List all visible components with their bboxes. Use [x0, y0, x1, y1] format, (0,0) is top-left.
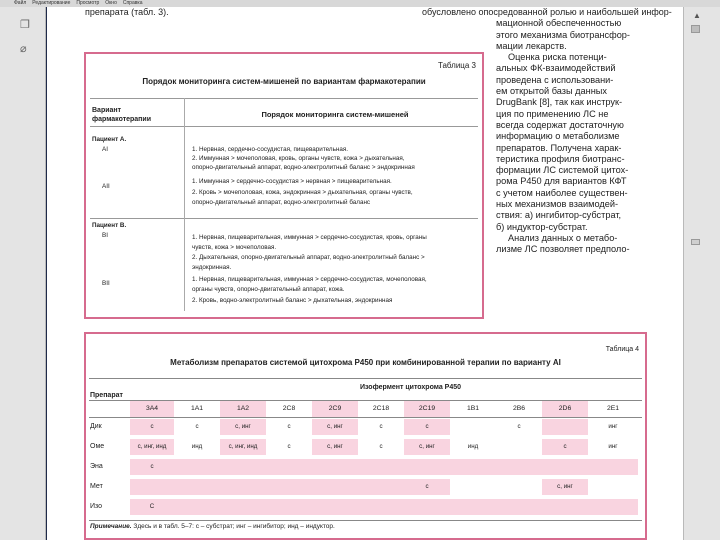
monitoring-line: 2. Дыхательная, опорно-двигательный аппарат, водно-электролитный баланс > [192, 254, 425, 261]
column-header: 2C19 [404, 401, 450, 417]
column-header-monitoring: Порядок мониторинга систем-мишеней [261, 110, 409, 119]
table-cell [542, 419, 588, 435]
table-cell-empty [174, 459, 638, 475]
drug-label: Изо [90, 503, 103, 510]
drug-column-header: Препарат [90, 392, 123, 399]
text-line: ных механизмов взаимодей- [496, 199, 619, 210]
body-text-top: препарата (табл. 3). [85, 7, 169, 17]
column-header: 2E1 [606, 405, 620, 412]
column-header: 1B1 [466, 405, 480, 412]
menu-edit[interactable]: Редактирование [32, 0, 71, 6]
column-header: 1A1 [190, 405, 204, 412]
monitoring-line: эндокринная. [192, 264, 232, 271]
column-header: 1A2 [220, 401, 266, 417]
table-cell: инд [191, 443, 203, 450]
table-cell: с [542, 439, 588, 455]
text-line: формации ЛС системой цитох- [496, 165, 629, 176]
attachment-icon[interactable]: ⌀ [20, 43, 27, 55]
variant-bii: BII [102, 280, 110, 287]
monitoring-line: 1. Нервная, пищеварительная, иммунная > сердечно-сосудистая, мочеполовая, [192, 276, 427, 283]
table-cell: с [287, 443, 291, 450]
variant-bi: BI [102, 232, 108, 239]
text-line: проведена с использовани- [496, 74, 614, 85]
monitoring-line: 1. Иммунная > сердечно-сосудистая > нервная > пищеварительная. [192, 178, 392, 185]
table-cell-empty [588, 479, 638, 495]
table-cell: инг [608, 423, 618, 430]
monitoring-line: органы чувств, опорно-двигательный аппарат, кожа. [192, 286, 345, 293]
drug-label: Оме [90, 443, 105, 450]
drug-label: Мет [90, 483, 103, 490]
table-cell-empty [450, 479, 542, 495]
column-header: 3A4 [130, 401, 174, 417]
table-cell: с [379, 423, 383, 430]
text-line: ствия: а) ингибитор-субстрат, [496, 210, 622, 221]
text-line: ция по применению ЛС не [496, 108, 609, 119]
scroll-up-icon[interactable]: ▲ [693, 11, 701, 20]
table-title: Порядок мониторинга систем-мишеней по вариантам фармакотерапии [142, 77, 426, 86]
table-cell: с [379, 443, 383, 450]
text-line: информацию о метаболизме [496, 131, 620, 142]
text-line: препаратов. Получена харак- [496, 142, 622, 153]
monitoring-line: опорно-двигательный аппарат, водно-электролитный баланс > эндокринная [192, 164, 415, 171]
table-title: Метаболизм препаратов системой цитохрома Р450 при комбинированной терапии по варианту AI [170, 358, 561, 367]
text-line: обусловлено опосредованной ролью и наибольшей инфор- [422, 7, 672, 17]
table-cell: с [517, 423, 521, 430]
table-cell: с, инг, инд [220, 439, 266, 455]
table-cell: с [404, 419, 450, 435]
monitoring-line: 2. Иммунная > мочеполовая, кровь, органы чувств, кожа > дыхательная, [192, 155, 405, 162]
column-header-variant: Вариант фармакотерапии [92, 107, 152, 123]
text-line: Оценка риска потенци- [508, 52, 607, 63]
monitoring-line: 2. Кровь, водно-электролитный баланс > дыхательная, эндокринная [192, 297, 393, 304]
patient-a-label: Пациент А. [92, 136, 127, 143]
document-page [47, 7, 683, 540]
menu-window[interactable]: Окно [105, 0, 117, 6]
column-header: 2B6 [512, 405, 526, 412]
isoenzyme-header: Изофермент цитохрома Р450 [359, 384, 462, 391]
text-line: б) индуктор-субстрат. [496, 221, 588, 232]
scroll-marker [691, 239, 700, 245]
table-cell: инд [467, 443, 479, 450]
monitoring-line: опорно-двигательный аппарат, водно-электролитный баланс [192, 199, 371, 206]
table-4 [84, 332, 647, 540]
table-cell: с [287, 423, 291, 430]
patient-b-label: Пациент В. [92, 222, 127, 229]
column-header: 2C18 [372, 405, 390, 412]
table-cell: с, инг, инд [130, 439, 174, 455]
column-header: 2C8 [282, 405, 296, 412]
monitoring-line: чувств, кожа > мочеполовая. [192, 244, 277, 251]
text-line: DrugBank [8], так как инструк- [496, 97, 623, 108]
table-cell-empty [174, 499, 638, 515]
variant-aii: AII [102, 183, 110, 190]
text-line: альных ФК-взаимодействий [496, 63, 616, 74]
table-cell: с [130, 459, 174, 475]
text-line: ем открытой базы данных [496, 86, 607, 97]
text-line: рома Р450 для вариантов КФТ [496, 176, 627, 187]
menu-bar [0, 0, 720, 7]
table-cell: инг [608, 443, 618, 450]
table-cell: с, инг [404, 439, 450, 455]
pages-icon[interactable]: ❐ [20, 19, 30, 31]
menu-view[interactable]: Просмотр [76, 0, 100, 6]
text-line: мации лекарств. [496, 40, 567, 51]
text-line: Анализ данных о метабо- [508, 232, 618, 243]
text-line: теристика профиля биотранс- [496, 153, 625, 164]
variant-ai: AI [102, 146, 108, 153]
text-line: этого механизма биотрансфор- [496, 29, 630, 40]
text-line: мационной обеспеченностью [496, 18, 622, 29]
table-cell [450, 419, 496, 435]
table-cell: с, инг [542, 479, 588, 495]
vertical-scrollbar[interactable] [683, 7, 720, 540]
text-line: лизме ЛС позволяет предполо- [496, 244, 630, 255]
table-cell: С [130, 499, 174, 515]
table-number: Таблица 3 [437, 61, 476, 70]
monitoring-line: 2. Кровь > мочеполовая, кожа, эндокринная > дыхательная, органы чувств, [192, 189, 413, 196]
text-line: всегда содержат достаточную [496, 119, 624, 130]
left-panel [0, 7, 46, 540]
scroll-thumb[interactable] [691, 25, 700, 33]
table-cell [496, 439, 542, 455]
menu-file[interactable]: Файл [14, 0, 27, 6]
table-3 [84, 52, 484, 319]
table-cell: с [130, 419, 174, 435]
text-line: с учетом наиболее существен- [496, 187, 628, 198]
table-cell: с [404, 479, 450, 495]
table-cell: с, инг [220, 419, 266, 435]
table-cell: с, инг [312, 439, 358, 455]
table-cell-empty [130, 479, 404, 495]
table-cell: с [195, 423, 199, 430]
drug-label: Дик [90, 423, 102, 430]
drug-label: Эна [90, 463, 103, 470]
monitoring-line: 1. Нервная, сердечно-сосудистая, пищеварительная. [192, 146, 349, 153]
column-header: 2C9 [312, 401, 358, 417]
table-note: Примечание. Здесь и в табл. 5–7: с – субстрат; инг – ингибитор; инд – индуктор. [90, 523, 335, 530]
monitoring-line: 1. Нервная, пищеварительная, иммунная > сердечно-сосудистая, кровь, органы [192, 234, 427, 241]
menu-help[interactable]: Справка [122, 0, 143, 6]
table-number: Таблица 4 [605, 346, 639, 353]
table-cell: с, инг [312, 419, 358, 435]
column-header: 2D6 [542, 401, 588, 417]
